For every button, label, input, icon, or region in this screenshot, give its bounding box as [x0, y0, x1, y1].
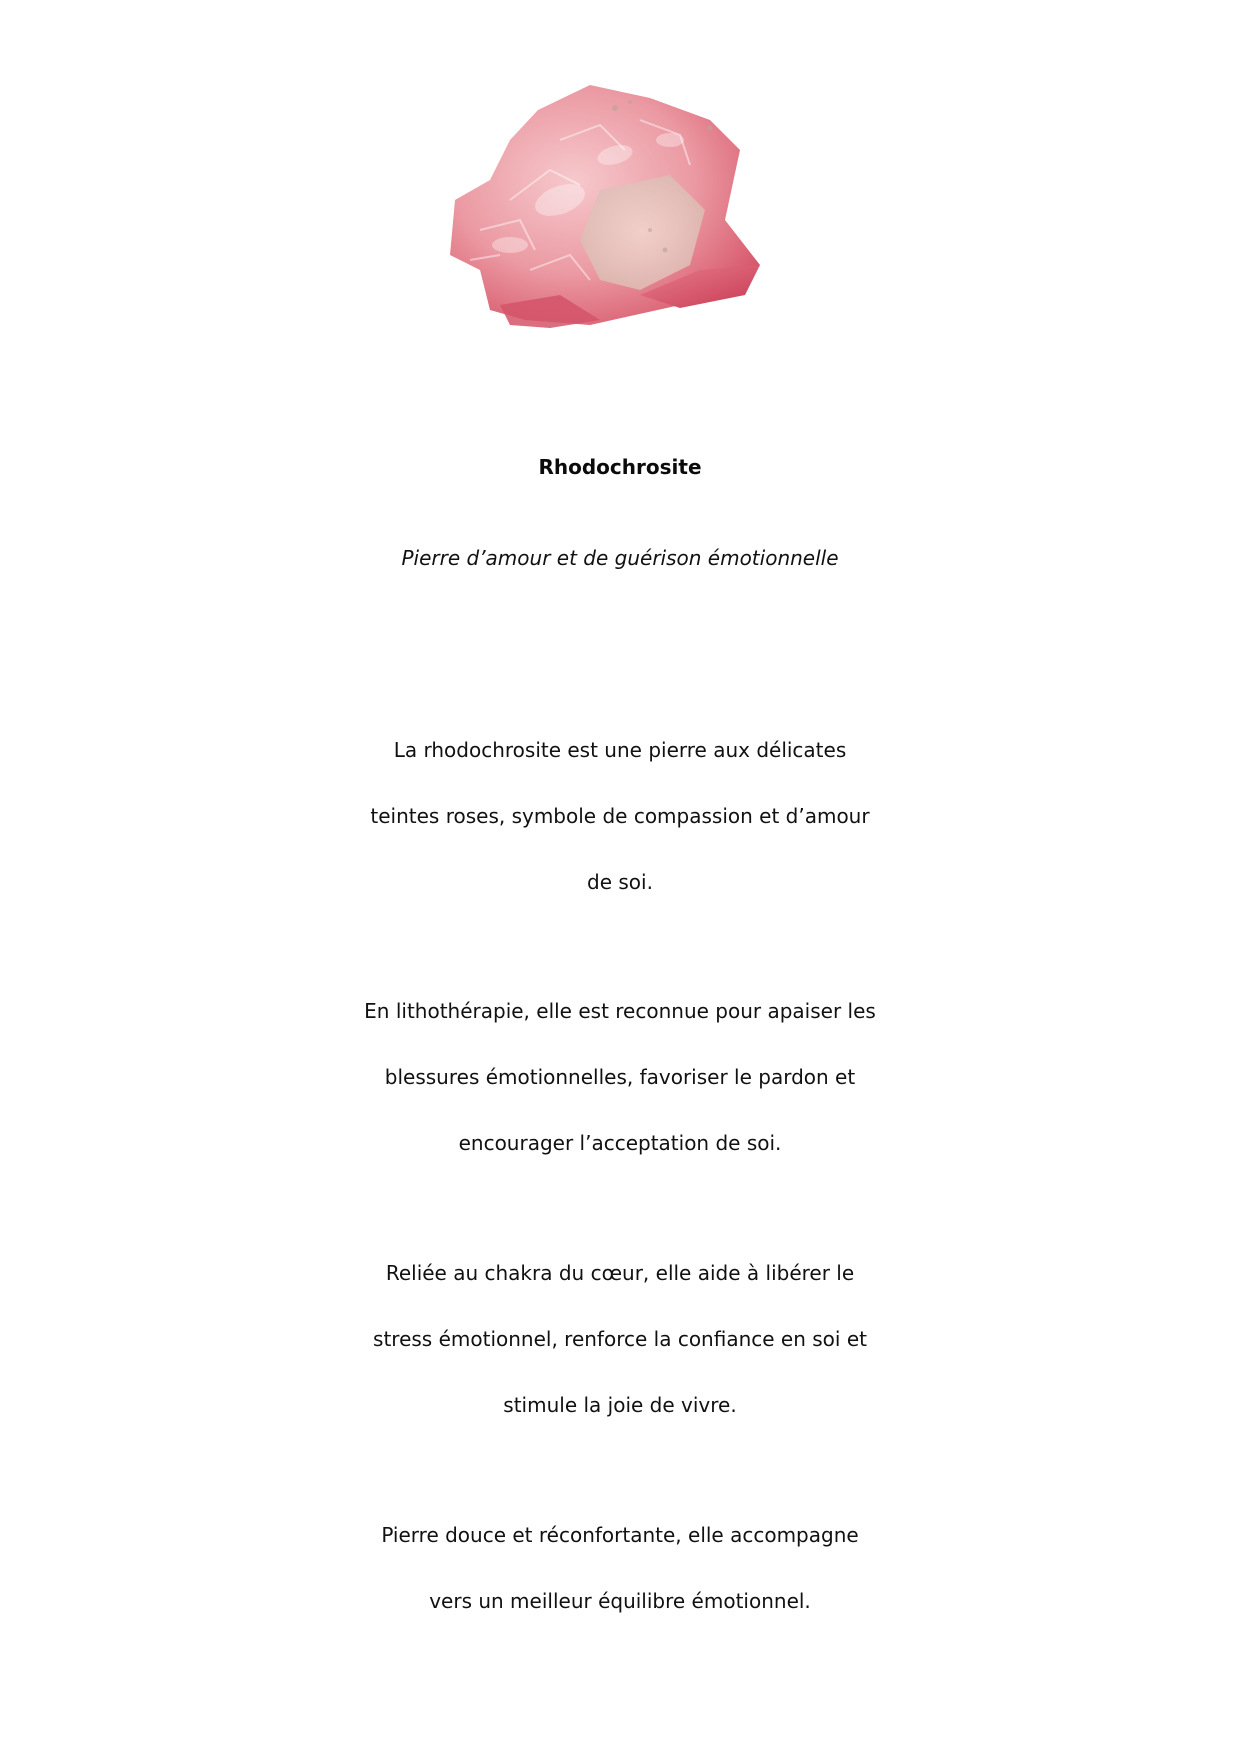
paragraph-lithotherapy	[0, 978, 1240, 1176]
paragraph-line: Pierre douce et réconfortante, elle accompagne	[381, 1523, 859, 1547]
paragraph-line: stress émotionnel, renforce la confiance en soi et	[373, 1327, 867, 1351]
paragraph-line: La rhodochrosite est une pierre aux délicates	[393, 738, 847, 762]
paragraph-line: encourager l’acceptation de soi.	[458, 1131, 782, 1155]
stone-image	[440, 80, 800, 380]
rhodochrosite-illustration	[440, 80, 800, 380]
stone-subtitle: Pierre d’amour et de guérison émotionnelle	[401, 546, 839, 570]
paragraph-line: stimule la joie de vivre.	[503, 1393, 737, 1417]
paragraph-line: blessures émotionnelles, favoriser le pardon et	[384, 1065, 856, 1089]
paragraph-line: En lithothérapie, elle est reconnue pour apaiser les	[364, 999, 876, 1023]
paragraph-line: Reliée au chakra du cœur, elle aide à libérer le	[385, 1261, 855, 1285]
paragraph-line: vers un meilleur équilibre émotionnel.	[429, 1589, 811, 1613]
paragraph-conclusion	[0, 1502, 1240, 1634]
paragraph-description	[0, 717, 1240, 915]
paragraph-line: de soi.	[587, 870, 653, 894]
paragraph-chakra	[0, 1240, 1240, 1438]
stone-title: Rhodochrosite	[538, 455, 702, 479]
paragraph-line: teintes roses, symbole de compassion et d’amour	[370, 804, 870, 828]
